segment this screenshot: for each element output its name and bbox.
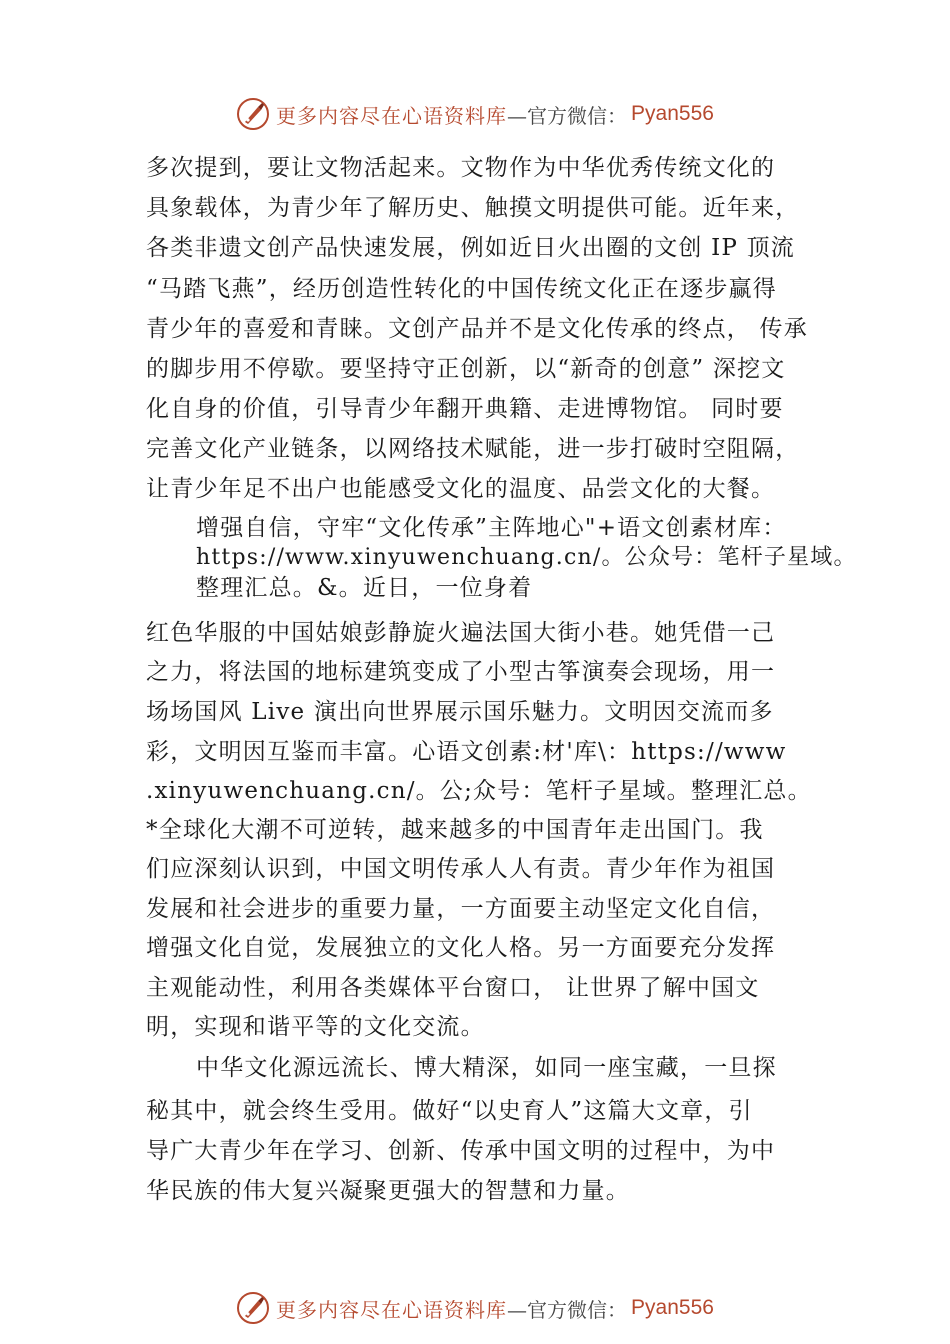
text-line: 具象载体，为青少年了解历史、触摸文明提供可能。近年来， [146,195,800,221]
text-line: 导广大青少年在学习、创新、传承中国文明的过程中，为中 [146,1138,776,1164]
text-line: 化自身的价值，引导青少年翻开典籍、走进博物馆。 同时要 [146,396,784,422]
text-line: 完善文化产业链条，以网络技术赋能，进一步打破时空阻隔， [146,436,800,462]
text-line: 华民族的伟大复兴凝聚更强大的智慧和力量。 [146,1178,630,1204]
text-line: 发展和社会进步的重要力量，一方面要主动坚定文化自信， [146,896,776,922]
text-line: “马踏飞燕”，经历创造性转化的中国传统文化正在逐步赢得 [146,276,777,302]
footer-banner [0,1288,950,1328]
banner-separator: —官方微信： [507,103,628,128]
wechat-id: Pyan556 [631,102,714,125]
text-line: 整理汇总。&。近日，一位身着 [196,575,533,601]
banner-text: 更多内容尽在心语资料库 [276,103,508,128]
header-banner [0,94,950,134]
text-line: 让青少年足不出户也能感受文化的温度、品尝文化的大餐。 [146,476,776,502]
pen-nib-logo-icon [236,97,270,131]
text-line: 彩，文明因互鉴而丰富。心语文创素:材'库\：https://www [146,739,787,765]
text-line: 场场国风 Live 演出向世界展示国乐魅力。文明因交流而多 [146,699,774,725]
banner-text: 更多内容尽在心语资料库 [276,1297,508,1322]
text-line: 秘其中，就会终生受用。做好“以史育人”这篇大文章，引 [146,1098,753,1124]
text-line: 的脚步用不停歇。要坚持守正创新，以“新奇的创意” 深挖文 [146,356,786,382]
text-line: 明，实现和谐平等的文化交流。 [146,1014,485,1040]
text-line: 之力，将法国的地标建筑变成了小型古筝演奏会现场，用一 [146,659,776,685]
text-line: 增强文化自觉，发展独立的文化人格。另一方面要充分发挥 [146,935,776,961]
text-line: 们应深刻认识到，中国文明传承人人有责。青少年作为祖国 [146,856,776,882]
text-line: 主观能动性，利用各类媒体平台窗口， 让世界了解中国文 [146,975,760,1001]
text-line: https://www.xinyuwenchuang.cn/。公众号：笔杆子星域。 [196,545,857,570]
text-line: 增强自信，守牢“文化传承”主阵地心"+语文创素材库： [196,515,787,541]
wechat-id: Pyan556 [631,1296,714,1319]
text-line: *全球化大潮不可逆转，越来越多的中国青年走出国门。我 [146,817,764,843]
text-line: 红色华服的中国姑娘彭静旋火遍法国大街小巷。她凭借一己 [146,620,776,646]
text-line: 中华文化源远流长、博大精深，如同一座宝藏，一旦探 [196,1055,777,1081]
text-line: 各类非遗文创产品快速发展，例如近日火出圈的文创 IP 顶流 [146,235,795,261]
pen-nib-logo-icon [236,1291,270,1325]
banner-separator: —官方微信： [507,1297,628,1322]
text-line: 青少年的喜爱和青睐。文创产品并不是文化传承的终点， 传承 [146,316,808,342]
text-line: 多次提到，要让文物活起来。文物作为中华优秀传统文化的 [146,155,776,181]
text-line: .xinyuwenchuang.cn/。公;众号：笔杆子星域。整理汇总。 [146,778,812,804]
